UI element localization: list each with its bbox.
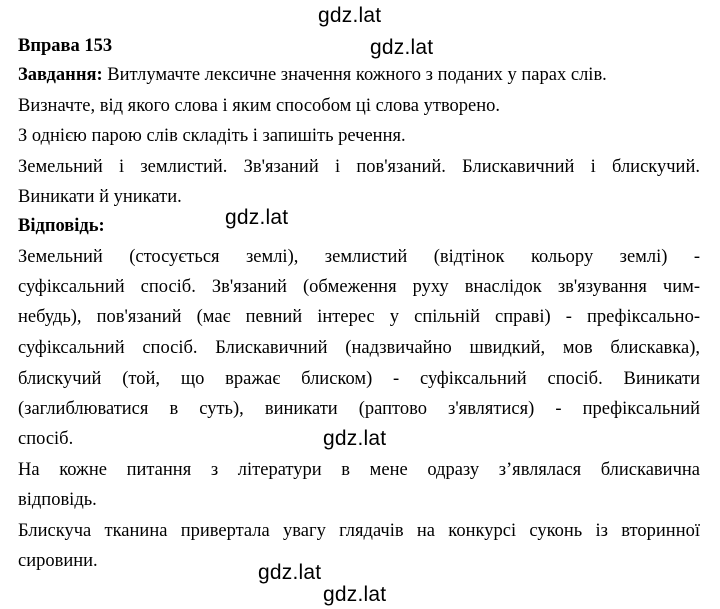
exercise-title: Вправа 153 <box>18 36 113 56</box>
watermark: gdz.lat <box>323 583 387 606</box>
answer-line: блискучий (той, що вражає блиском) - суфіксальний спосіб. Виникати <box>18 369 700 389</box>
watermark: gdz.lat <box>370 36 434 59</box>
watermark: gdz.lat <box>225 206 289 229</box>
task-line-2: Визначте, від якого слова і яким способом ці слова утворено. <box>18 96 501 116</box>
answer-line: Земельний (стосується землі), землистий (відтінок кольору землі) - <box>18 247 700 267</box>
answer-line: (заглиблюватися в суть), виникати (раптово з'являтися) - префіксальний <box>18 399 700 419</box>
task-text: Витлумачте лексичне значення кожного з поданих у парах слів. <box>107 65 607 85</box>
watermark: gdz.lat <box>323 427 387 450</box>
task-line-3: З однією парою слів складіть і запишіть речення. <box>18 126 406 146</box>
example-sentence-line: Блискуча тканина привертала увагу глядачів на конкурсі суконь із вторинної <box>18 521 700 541</box>
answer-line: суфіксальний спосіб. Блискавичний (надзвичайно швидкий, мов блискавка), <box>18 338 700 358</box>
task-line-5: Виникати й уникати. <box>18 187 182 207</box>
task-label: Завдання: <box>18 65 103 85</box>
example-sentence-line: На кожне питання з літератури в мене одразу з’являлася блискавична <box>18 460 700 480</box>
task-line-4: Земельний і землистий. Зв'язаний і пов'язаний. Блискавичний і блискучий. <box>18 157 700 177</box>
example-sentence-line: сировини. <box>18 551 98 571</box>
answer-line: небудь), пов'язаний (має певний інтерес у спільній справі) - префіксально- <box>18 307 700 327</box>
answer-line: спосіб. <box>18 429 74 449</box>
example-sentence-line: відповідь. <box>18 490 97 510</box>
task-line-1 <box>18 63 607 87</box>
answer-label: Відповідь: <box>18 216 105 236</box>
watermark: gdz.lat <box>258 561 322 584</box>
answer-line: суфіксальний спосіб. Зв'язаний (обмеження руху внаслідок зв'язування чим- <box>18 277 700 297</box>
watermark: gdz.lat <box>318 4 382 27</box>
